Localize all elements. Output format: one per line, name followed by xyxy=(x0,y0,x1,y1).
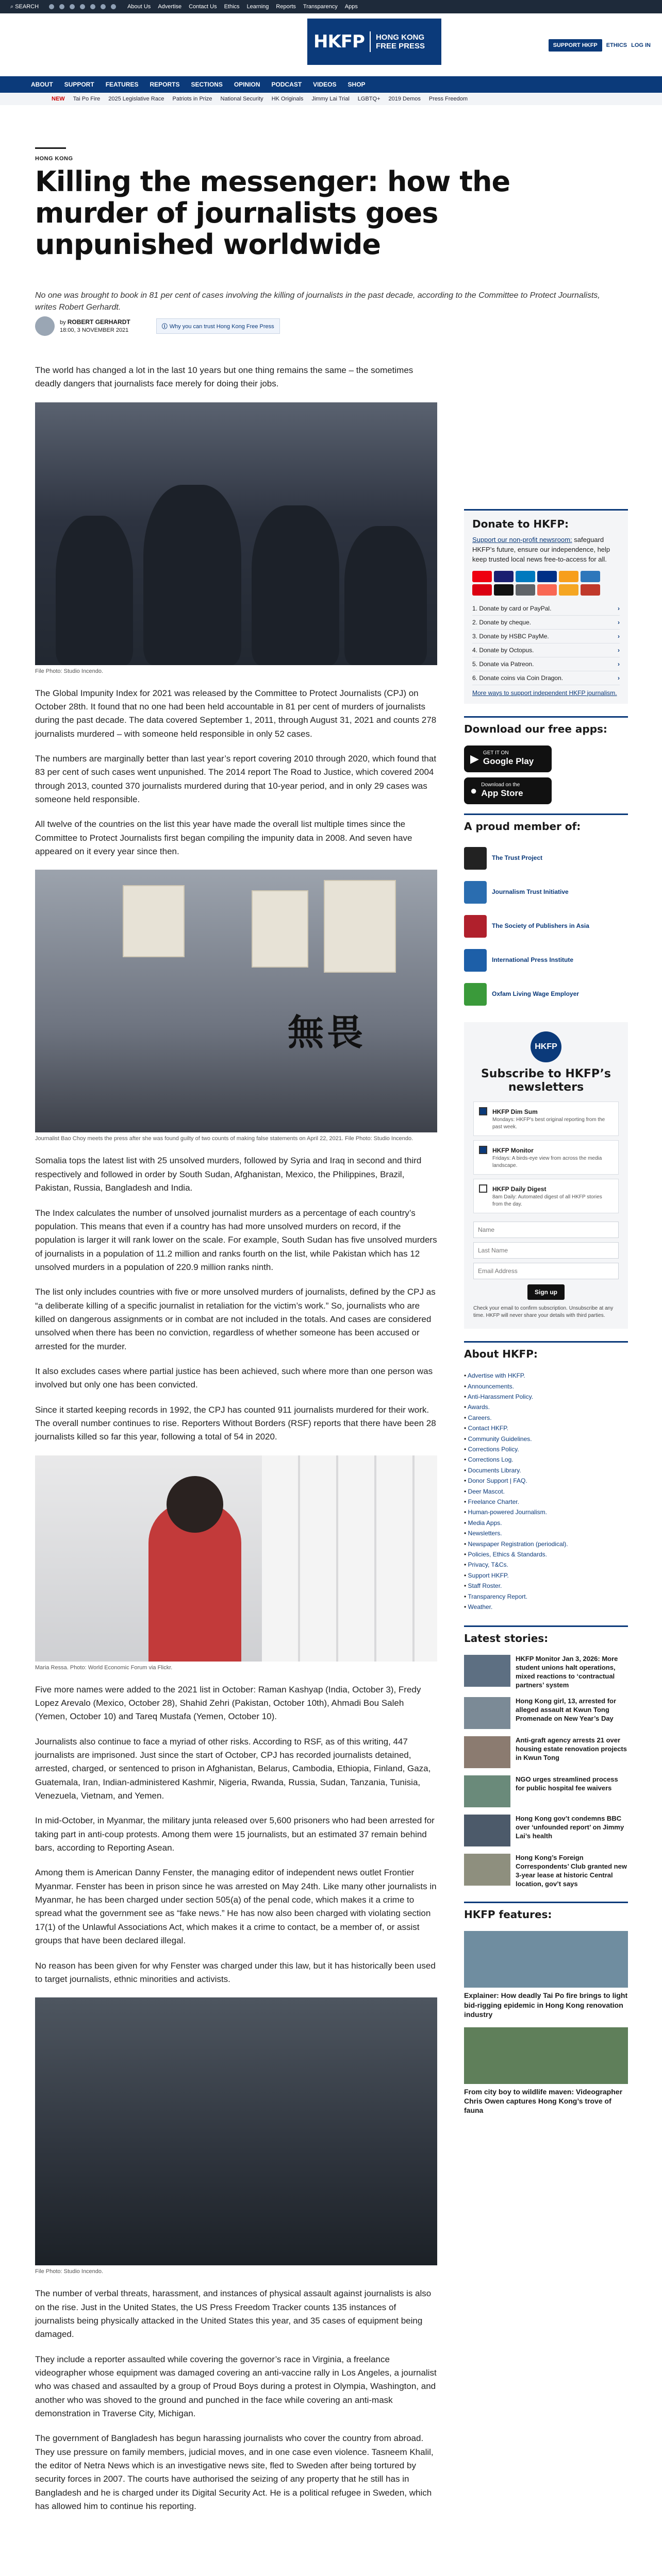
article-paragraph: Journalists also continue to face a myriad of other risks. According to RSF, as of this writing, 447 journalists are imprisoned. Just since the start of October, CPJ has recorded journalists detained, arrested, charged, or sentenced to prison in Afghanistan, Belarus, Cambodia, Ethiopia, Finland, Gaza, Guatemala, Iran, Indian-administered Kashmir, Nigeria, Rwanda, Russia, Sudan, Tanzania, Tunisia, Venezuela, Vietnam, and Yemen. xyxy=(35,1736,431,1801)
chevron-right-icon: › xyxy=(618,632,620,640)
latest-title: Latest stories: xyxy=(464,1625,628,1650)
donate-title: Donate to HKFP: xyxy=(472,518,569,530)
twitter-icon[interactable] xyxy=(59,4,64,9)
about-link[interactable]: • Documents Library. xyxy=(464,1465,628,1476)
about-link[interactable]: • Support HKFP. xyxy=(464,1570,628,1581)
press-conference-photo xyxy=(35,870,437,1132)
topbar-link-contact[interactable]: Contact Us xyxy=(189,4,217,10)
about-link[interactable]: • Corrections Log. xyxy=(464,1454,628,1465)
applepay-icon xyxy=(494,584,514,596)
store-name: Google Play xyxy=(483,756,534,767)
linkedin-icon[interactable] xyxy=(90,4,95,9)
article-paragraph: The government of Bangladesh has begun harassing journalists who cover the country from abroad. They use pressure on family members, judicial moves, and in one case even violence. Tasneem Khalil, the editor of Netra News which is an investigative news site, fled to Sweden after being tortured by security forces in 2007. The courts have authorised the seizing of any property that he still has in Bangladesh and he is charged under its Digital Security Act. He is a political refugee in Sweden, which has allowed him to continue his reporting. xyxy=(35,2433,434,2511)
more-ways-link[interactable]: More ways to support independent HKFP journalism. xyxy=(472,689,617,697)
story-thumbnail xyxy=(464,1815,510,1846)
latest-story[interactable] xyxy=(464,1815,628,1846)
logo-name: HONG KONG FREE PRESS xyxy=(375,32,425,50)
article-paragraph: Somalia tops the latest list with 25 unsolved murders, followed by Syria and Iraq in second and third respectively and followed in order by South Sudan, Afghanistan, Mexico, the Philippines, Brazil, Pakistan, Russia, Bangladesh and India. xyxy=(35,1156,422,1193)
nav-videos[interactable]: VIDEOS xyxy=(313,81,337,88)
play-store-icon: ▶ xyxy=(470,752,479,765)
feature-story[interactable] xyxy=(464,1931,628,2019)
store-small: GET IT ON xyxy=(483,750,509,756)
trending-link[interactable]: LGBTQ+ xyxy=(357,96,380,102)
logo-brand: HKFP xyxy=(313,31,371,52)
last-name-input[interactable] xyxy=(473,1242,619,1259)
card-icon xyxy=(559,571,578,582)
trending-link[interactable]: 2019 Demos xyxy=(388,96,421,102)
chevron-right-icon: › xyxy=(618,646,620,654)
donate-method-card[interactable] xyxy=(472,602,620,616)
about-link[interactable]: • Community Guidelines. xyxy=(464,1434,628,1444)
rss-icon[interactable] xyxy=(111,4,116,9)
social-icons xyxy=(49,4,116,9)
card-icon xyxy=(472,571,492,582)
article-title: Killing the messenger: how the murder of journalists goes unpunished worldwide xyxy=(35,165,510,261)
article-paragraph: The number of verbal threats, harassment, and instances of physical assault against journalists is also on the rise. Just in the United States, the US Press Freedom Tracker counts 135 instances of journalists being physically attacked in the United States this year, and 35 cases of equipment being damaged. xyxy=(35,2289,432,2340)
about-link[interactable]: • Human-powered Journalism. xyxy=(464,1507,628,1517)
feature-image xyxy=(464,2027,628,2084)
story-title: Anti-graft agency arrests 21 over housing estate renovation projects in Kwun Tong xyxy=(516,1736,627,1761)
author-name[interactable]: ROBERT GERHARDT xyxy=(67,318,130,326)
about-link[interactable]: • Awards. xyxy=(464,1402,628,1412)
octopus-icon xyxy=(559,584,578,596)
newsletter-name: HKFP Monitor xyxy=(492,1147,534,1155)
donate-method-cheque[interactable] xyxy=(472,616,620,630)
telegram-icon[interactable] xyxy=(101,4,106,9)
article-paragraph: Five more names were added to the 2021 list in October: Raman Kashyap (India, October 3), Fredy Lopez Arevalo (Mexico, October 28), Shahid Zehri (Pakistan, October 10th), Ahmadi Bou Saleh (Yemen, October 10) and Tareq Mustafa (Yemen, October 10). xyxy=(35,1684,421,1722)
article-paragraph: The Global Impunity Index for 2021 was released by the Committee to Protect Journalists (CPJ) on October 28th. It found that no one had been held accountable in 81 per cent of murders of journalists during the past decade. The data covered September 1, 2011, through August 31, 2021 and counts 278 journalists murdered – with someone held responsible in only 52 cases. xyxy=(35,688,437,739)
ethics-link[interactable]: ETHICS xyxy=(606,42,627,48)
patreon-icon xyxy=(537,584,557,596)
topbar-link-transparency[interactable]: Transparency xyxy=(303,4,338,10)
apple-icon: ● xyxy=(470,784,477,797)
coin-icon xyxy=(581,584,600,596)
about-link[interactable]: • Policies, Ethics & Standards. xyxy=(464,1549,628,1560)
about-link[interactable]: • Anti-Harassment Policy. xyxy=(464,1392,628,1402)
trending-label: NEW xyxy=(52,96,65,102)
about-link[interactable]: • Media Apps. xyxy=(464,1518,628,1528)
login-link[interactable]: LOG IN xyxy=(631,42,651,48)
member-name: The Society of Publishers in Asia xyxy=(492,922,589,930)
section-rule xyxy=(35,147,66,149)
facebook-icon[interactable] xyxy=(49,4,54,9)
newsletter-desc: 8am Daily: Automated digest of all HKFP stories from the day. xyxy=(492,1194,602,1207)
instagram-icon[interactable] xyxy=(70,4,75,9)
app-store-button[interactable] xyxy=(464,777,552,804)
checkbox-checked-icon[interactable] xyxy=(479,1146,487,1154)
trending-nav xyxy=(0,93,662,105)
about-link[interactable]: • Announcements. xyxy=(464,1381,628,1392)
sidebar xyxy=(464,509,628,2124)
trending-link[interactable]: Patriots in Prize xyxy=(172,96,212,102)
info-icon: ⓘ xyxy=(161,324,168,330)
story-thumbnail xyxy=(464,1775,510,1807)
about-link[interactable]: • Corrections Policy. xyxy=(464,1444,628,1454)
article-standfirst: No one was brought to book in 81 per cent of cases involving the killing of journalists in the past decade, according to the Committee to Protect Journalists, writes Robert Gerhardt. xyxy=(35,291,600,312)
newsletter-option-dimsum[interactable] xyxy=(473,1101,619,1136)
about-link[interactable]: • Newsletters. xyxy=(464,1528,628,1538)
member-name: Journalism Trust Initiative xyxy=(492,888,569,896)
newsletter-option-digest[interactable] xyxy=(473,1179,619,1213)
photo-caption: Maria Ressa. Photo: World Economic Forum via Flickr. xyxy=(35,1664,173,1671)
donate-method-label: 2. Donate by cheque. xyxy=(472,618,532,626)
donate-methods xyxy=(472,602,620,685)
feature-title: From city boy to wildlife maven: Videographer Chris Owen captures Hong Kong’s trove of fauna xyxy=(464,2087,623,2115)
sopa-logo xyxy=(464,915,487,938)
article-paragraph: The Index calculates the number of unsolved journalist murders as a percentage of each country’s population. This means that even if a country has had more unsolved murders on record, if the population is larger it will rank lower on the scale. For example, South Sudan has five unsolved murders of journalists in a population of 11.2 million and ranks fourth on the list, while Pakistan which has 12 unsolved murders in a population of 220.9 million ranks ninth. xyxy=(35,1208,437,1272)
member-name: The Trust Project xyxy=(492,854,543,862)
speaker-photo xyxy=(35,1455,437,1662)
nav-features[interactable]: FEATURES xyxy=(105,81,139,88)
newsletter-desc: Fridays: A birds-eye view from across the media landscape. xyxy=(492,1156,602,1168)
latest-story[interactable] xyxy=(464,1697,628,1729)
about-title: About HKFP: xyxy=(464,1341,628,1365)
section-breadcrumb[interactable]: HONG KONG xyxy=(35,156,73,162)
article-paragraph: It also excludes cases where partial justice has been achieved, such where more than one person was involved but only one has been convicted. xyxy=(35,1366,433,1390)
police-line-photo xyxy=(35,1997,437,2265)
article-paragraph: They include a reporter assaulted while covering the governor’s race in Virginia, a freelance videographer whose equipment was damaged covering an anti-vaccine rally in Los Angeles, a journalist who was chased and assaulted by a group of Proud Boys during a protest in Olympia, Washington, and another who was shoved to the ground and punched in the face while covering an anti-mask demonstration in Traverse City, Michigan. xyxy=(35,2354,437,2418)
donate-method-label: 4. Donate by Octopus. xyxy=(472,646,534,654)
topbar-link-apps[interactable]: Apps xyxy=(344,4,358,10)
article-paragraph: The list only includes countries with five or more unsolved murders of journalists, defined by the CPJ as “a deliberate killing of a specific journalist in retaliation for the victim’s work.” So, journalists who are killed on dangerous assignments or in combat are not included in the totals. And cases are considered unsolved when there has been no conviction, regardless of whether someone has been accused or arrested for the murder. xyxy=(35,1287,436,1351)
member-oxfam[interactable] xyxy=(464,979,628,1010)
first-name-input[interactable] xyxy=(473,1222,619,1238)
trending-link[interactable]: National Security xyxy=(220,96,263,102)
author-avatar xyxy=(35,316,55,336)
card-icon xyxy=(516,571,535,582)
trust-notice-label: Why you can trust Hong Kong Free Press xyxy=(169,324,274,330)
topbar-link-advertise[interactable]: Advertise xyxy=(158,4,182,10)
latest-story[interactable] xyxy=(464,1775,628,1807)
donate-intro xyxy=(472,535,620,565)
support-button[interactable]: SUPPORT HKFP xyxy=(549,39,602,52)
header-actions xyxy=(549,39,651,52)
member-name: International Press Institute xyxy=(492,956,574,964)
paypal-icon xyxy=(537,571,557,582)
topbar-link-ethics[interactable]: Ethics xyxy=(224,4,240,10)
checkbox-checked-icon[interactable] xyxy=(479,1107,487,1115)
newsletter-option-monitor[interactable] xyxy=(473,1140,619,1175)
feature-story[interactable] xyxy=(464,2027,628,2115)
story-title: HKFP Monitor Jan 3, 2026: More student unions halt operations, mixed reactions to ‘contractual partners’ system xyxy=(516,1655,618,1689)
card-icon xyxy=(494,571,514,582)
trending-link[interactable]: Tai Po Fire xyxy=(73,96,101,102)
member-ipi[interactable] xyxy=(464,945,628,976)
photo-caption: File Photo: Studio Incendo. xyxy=(35,668,104,674)
latest-story[interactable] xyxy=(464,1736,628,1768)
latest-story[interactable] xyxy=(464,1854,628,1889)
newsletter-name: HKFP Dim Sum xyxy=(492,1108,538,1116)
store-name: App Store xyxy=(481,788,523,799)
donate-method-coin[interactable] xyxy=(472,671,620,685)
youtube-icon[interactable] xyxy=(80,4,85,9)
checkbox-icon[interactable] xyxy=(479,1184,487,1193)
article-body xyxy=(35,364,437,2524)
about-link[interactable]: • Careers. xyxy=(464,1413,628,1423)
article-paragraph: The world has changed a lot in the last 10 years but one thing remains the same – the sometimes deadly dangers that journalists face merely for doing their jobs. xyxy=(35,365,413,389)
ipi-logo xyxy=(464,949,487,972)
member-sopa[interactable] xyxy=(464,911,628,942)
search-label: SEARCH xyxy=(15,3,39,10)
byline-text: by ROBERT GERHARDT 18:00, 3 NOVEMBER 2021 xyxy=(60,318,130,335)
nav-about[interactable]: ABOUT xyxy=(31,81,53,88)
chevron-right-icon: › xyxy=(618,604,620,612)
hkfp-badge: HKFP xyxy=(531,1031,561,1062)
google-play-button[interactable] xyxy=(464,745,552,772)
trust-project-logo xyxy=(464,847,487,870)
member-name: Oxfam Living Wage Employer xyxy=(492,990,579,998)
photo-caption: Journalist Bao Choy meets the press after she was found guilty of two counts of making false statements on April 22, 2021. File Photo: Studio Incendo. xyxy=(35,1136,413,1142)
trust-notice[interactable] xyxy=(156,318,280,334)
apps-title: Download our free apps: xyxy=(464,716,628,740)
newsletter-fineprint: Check your email to confirm subscription. Unsubscribe at any time. HKFP will never share your details with third parties. xyxy=(473,1306,614,1319)
about-link[interactable]: • Transparency Report. xyxy=(464,1591,628,1602)
article-paragraph: The numbers are marginally better than last year’s report covering 2010 through 2020, which found that 83 per cent of such cases went unpunished. The 2014 report The Road to Justice, which covered 2004 through 2013, counted 370 journalists murdered during that 10-year period, and in only 29 cases was someone held responsible. xyxy=(35,754,437,805)
donate-method-label: 1. Donate by card or PayPal. xyxy=(472,604,552,612)
about-link[interactable]: • Staff Roster. xyxy=(464,1581,628,1591)
trending-link[interactable]: HK Originals xyxy=(271,96,304,102)
member-jti[interactable] xyxy=(464,877,628,908)
app-store-label xyxy=(481,782,523,799)
site-logo[interactable] xyxy=(307,19,441,65)
article-paragraph: No reason has been given for why Fenster was charged under this law, but it has historically been used to target journalists, ethnic minorities and activists. xyxy=(35,1960,436,1984)
nav-opinion[interactable]: OPINION xyxy=(234,81,260,88)
chevron-right-icon: › xyxy=(618,674,620,682)
about-link[interactable]: • Privacy, T&Cs. xyxy=(464,1560,628,1570)
member-title: A proud member of: xyxy=(464,814,628,838)
donate-intro-link[interactable]: Support our non-profit newsroom: xyxy=(472,536,572,544)
nav-reports[interactable]: REPORTS xyxy=(150,81,180,88)
googlepay-icon xyxy=(516,584,535,596)
article-paragraph: Among them is American Danny Fenster, the managing editor of independent news outlet Frontier Myanmar. Fenster has been in prison since he was arrested on May 24th. Like many other journalists in Myanmar, he has been charged under section 505(a) of the penal code, which makes it a crime to spread what the government see as “fake news.” He has now also been charged with violating section 17(1) of the Unlawful Associations Act, which makes it a crime to contact, be a member of, or assist groups that have been declared illegal. xyxy=(35,1868,437,1946)
features-title: HKFP features: xyxy=(464,1902,628,1926)
about-link[interactable]: • Advertise with HKFP. xyxy=(464,1370,628,1381)
publish-date: 18:00, 3 NOVEMBER 2021 xyxy=(60,327,129,333)
article-paragraph: In mid-October, in Myanmar, the military junta released over 5,600 prisoners who had been arrested for taking part in anti-coup protests. Among them were 15 journalists, but an estimated 37 remain behind bars, according to Reporting Asean. xyxy=(35,1816,435,1853)
article-paragraph: Since it started keeping records in 1992, the CPJ has counted 911 journalists murdered for their work. The overall number continues to rise. Reporters Without Borders (RSF) reports that there have been 28 journalists killed so far this year, following a total of 54 in 2020. xyxy=(35,1404,436,1442)
newsletter-desc: Mondays: HKFP’s best original reporting from the past week. xyxy=(492,1117,605,1130)
latest-story[interactable] xyxy=(464,1655,628,1690)
chevron-right-icon: › xyxy=(618,660,620,668)
trending-link[interactable]: 2025 Legislative Race xyxy=(108,96,164,102)
topbar-link-about[interactable]: About Us xyxy=(127,4,151,10)
main-nav xyxy=(0,76,662,93)
donate-method-patreon[interactable] xyxy=(472,657,620,671)
donate-method-octopus[interactable] xyxy=(472,643,620,657)
story-title: Hong Kong girl, 13, arrested for alleged assault at Kwun Tong Promenade on New Year’s Day xyxy=(516,1697,617,1722)
story-thumbnail xyxy=(464,1697,510,1729)
about-link[interactable]: • Freelance Charter. xyxy=(464,1497,628,1507)
story-title: Hong Kong’s Foreign Correspondents’ Club granted new 3-year lease at historic Central location, gov’t says xyxy=(516,1853,627,1888)
about-link[interactable]: • Contact HKFP. xyxy=(464,1423,628,1433)
feature-title: Explainer: How deadly Tai Po fire brings to light bid-rigging epidemic in Hong Kong renovation industry xyxy=(464,1991,628,2019)
payme-icon xyxy=(472,584,492,596)
byline xyxy=(35,316,280,336)
chevron-right-icon: › xyxy=(618,618,620,626)
donate-method-label: 6. Donate coins via Coin Dragon. xyxy=(472,674,564,682)
story-thumbnail xyxy=(464,1655,510,1687)
photo-caption: File Photo: Studio Incendo. xyxy=(35,2268,104,2275)
google-play-label xyxy=(483,750,534,767)
feature-image xyxy=(464,1931,628,1988)
newsletter-panel xyxy=(464,1022,628,1329)
donate-panel xyxy=(464,509,628,704)
about-links xyxy=(464,1370,628,1612)
top-utility-bar xyxy=(0,0,662,13)
nav-support[interactable]: SUPPORT xyxy=(64,81,94,88)
search-button[interactable]: ⌕ SEARCH xyxy=(10,3,39,10)
about-link[interactable]: • Donor Support | FAQ. xyxy=(464,1476,628,1486)
story-thumbnail xyxy=(464,1736,510,1768)
card-icon xyxy=(581,571,600,582)
donate-method-payme[interactable] xyxy=(472,630,620,643)
article-paragraph: All twelve of the countries on the list this year have made the overall list multiple times since the Committee to Protect Journalists first began compiling the impunity data in 2008. And seven have appeared on it every year since then. xyxy=(35,819,412,857)
newsletter-title: Subscribe to HKFP’s newsletters xyxy=(481,1067,611,1094)
nav-sections[interactable]: SECTIONS xyxy=(191,81,223,88)
about-link[interactable]: • Deer Mascot. xyxy=(464,1486,628,1497)
email-input[interactable] xyxy=(473,1263,619,1279)
donate-method-label: 5. Donate via Patreon. xyxy=(472,660,534,668)
sign-lettering: 無畏 xyxy=(288,1011,366,1054)
topbar-link-reports[interactable]: Reports xyxy=(276,4,296,10)
donate-intro-text: safeguard HKFP’s future, ensure our independence, help keep trusted local news free-to-access for all. xyxy=(472,536,610,563)
nav-podcast[interactable]: PODCAST xyxy=(271,81,302,88)
about-link[interactable]: • Newspaper Registration (periodical). xyxy=(464,1539,628,1549)
oxfam-logo xyxy=(464,983,487,1006)
story-title: NGO urges streamlined process for public hospital fee waivers xyxy=(516,1775,618,1792)
jti-logo xyxy=(464,881,487,904)
trending-link[interactable]: Jimmy Lai Trial xyxy=(311,96,350,102)
trending-link[interactable]: Press Freedom xyxy=(428,96,468,102)
payment-icons xyxy=(472,571,620,596)
donate-method-label: 3. Donate by HSBC PayMe. xyxy=(472,632,549,640)
nav-shop[interactable]: SHOP xyxy=(347,81,366,88)
store-small: Download on the xyxy=(481,782,520,788)
about-link[interactable]: • Weather. xyxy=(464,1602,628,1612)
story-thumbnail xyxy=(464,1854,510,1886)
member-trust-project[interactable] xyxy=(464,843,628,874)
protest-photo xyxy=(35,402,437,665)
story-title: Hong Kong gov’t condemns BBC over ‘unfounded report’ on Jimmy Lai’s health xyxy=(516,1814,624,1840)
newsletter-name: HKFP Daily Digest xyxy=(492,1185,547,1193)
signup-button[interactable]: Sign up xyxy=(527,1284,565,1300)
topbar-link-learning[interactable]: Learning xyxy=(246,4,269,10)
